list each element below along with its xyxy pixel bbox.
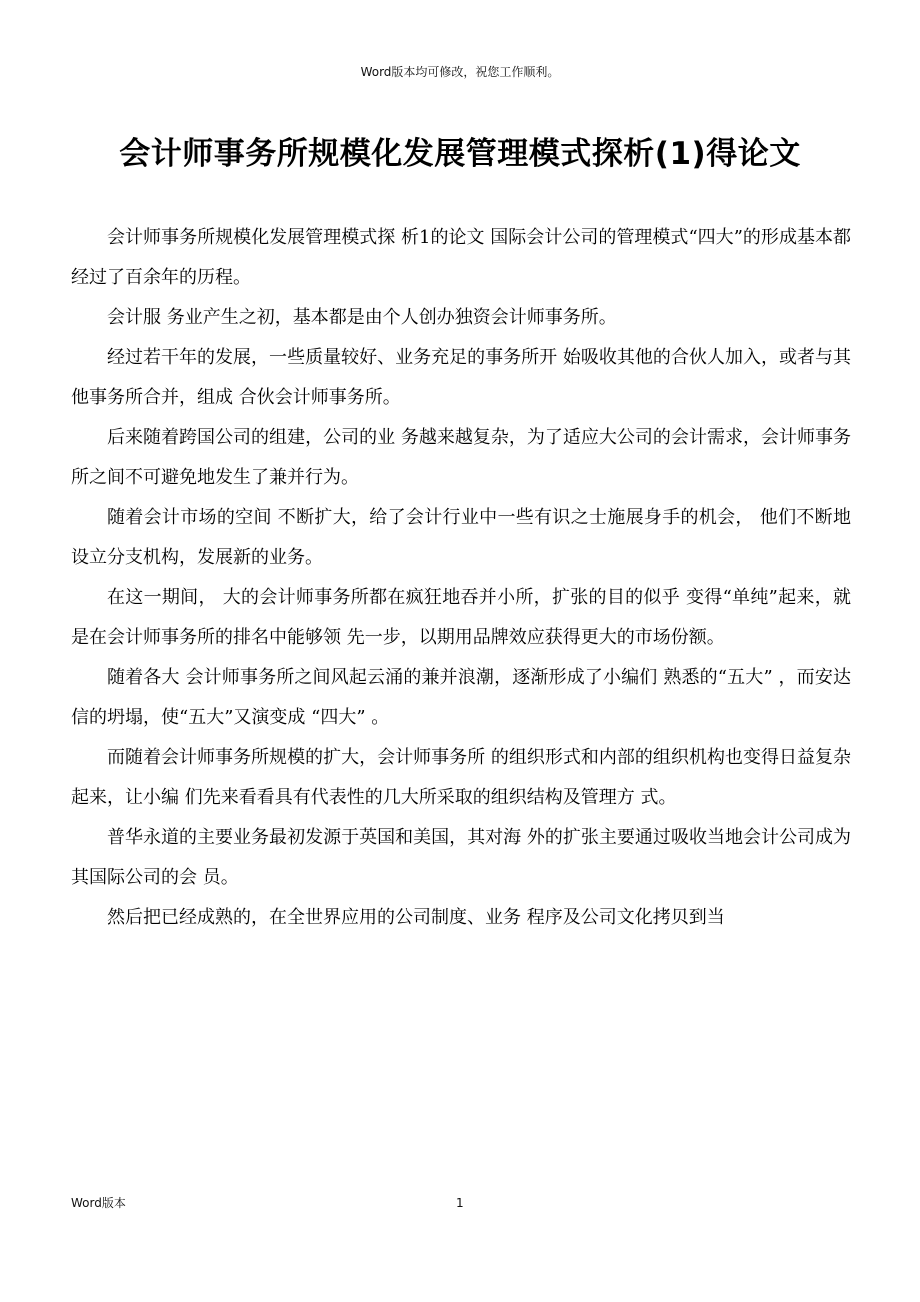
paragraph: 会计服 务业产生之初，基本都是由个人创办独资会计师事务所。	[107, 307, 617, 328]
document-body	[71, 218, 851, 938]
paragraph: 然后把已经成熟的，在全世界应用的公司制度、业务 程序及公司文化拷贝到当	[107, 907, 725, 928]
page-footer	[71, 1194, 851, 1212]
paragraph: 随着各大 会计师事务所之间风起云涌的兼并浪潮，逐渐形成了小编们 熟悉的“五大” ，而安达信的坍塌，使“五大”又演变成 “四大” 。	[71, 667, 851, 728]
paragraph: 而随着会计师事务所规模的扩大，会计师事务所 的组织形式和内部的组织机构也变得日益复杂起来，让小编 们先来看看具有代表性的几大所采取的组织结构及管理方 式。	[71, 747, 851, 808]
page-header: Word版本均可修改，祝您工作顺利。	[360, 65, 560, 79]
document-title: 会计师事务所规模化发展管理模式探析(1)得论文	[119, 136, 801, 172]
paragraph: 普华永道的主要业务最初发源于英国和美国，其对海 外的扩张主要通过吸收当地会计公司成为其国际公司的会 员。	[71, 827, 851, 888]
footer-label: Word版本	[71, 1196, 126, 1210]
paragraph: 在这一期间， 大的会计师事务所都在疯狂地吞并小所，扩张的目的似乎 变得“单纯”起来，就是在会计师事务所的排名中能够领 先一步，以期用品牌效应获得更大的市场份额。	[71, 587, 851, 648]
paragraph: 会计师事务所规模化发展管理模式探 析1的论文 国际会计公司的管理模式“四大”的形成基本都经过了百余年的历程。	[71, 227, 851, 288]
paragraph: 随着会计市场的空间 不断扩大，给了会计行业中一些有识之士施展身手的机会， 他们不断地设立分支机构，发展新的业务。	[71, 507, 851, 568]
paragraph: 经过若干年的发展，一些质量较好、业务充足的事务所开 始吸收其他的合伙人加入，或者与其他事务所合并，组成 合伙会计师事务所。	[71, 347, 851, 408]
page-number: 1	[456, 1196, 464, 1210]
paragraph: 后来随着跨国公司的组建，公司的业 务越来越复杂，为了适应大公司的会计需求，会计师事务 所之间不可避免地发生了兼并行为。	[71, 427, 851, 488]
